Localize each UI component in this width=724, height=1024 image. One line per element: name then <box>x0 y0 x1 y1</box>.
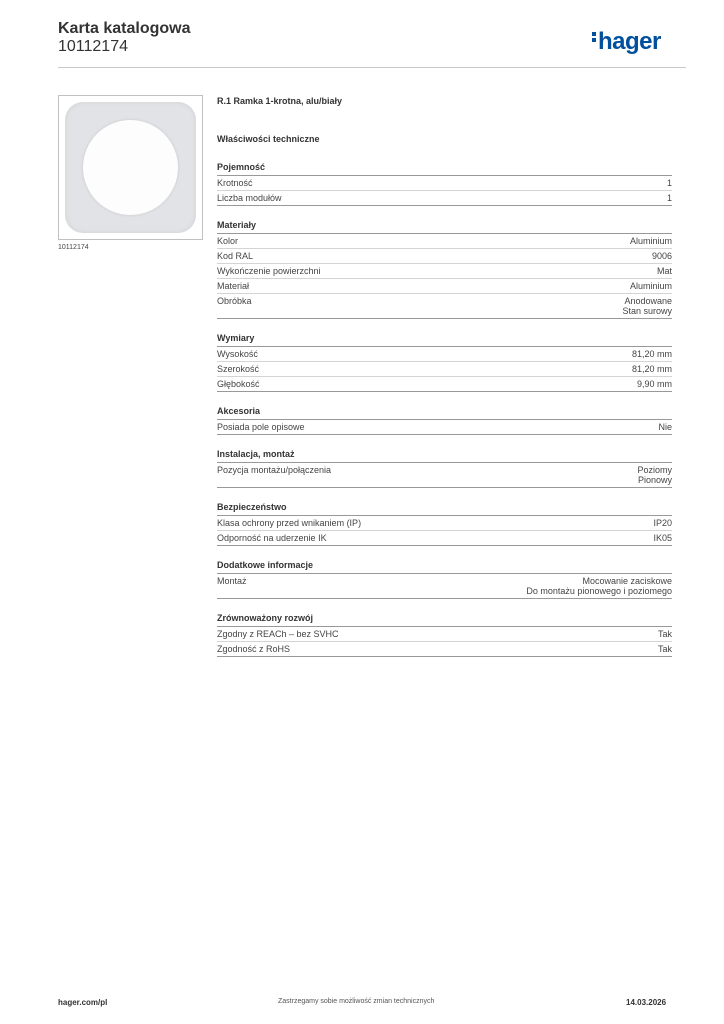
spec-row <box>217 264 672 279</box>
spec-value-line: 81,20 mm <box>631 349 672 359</box>
spec-group <box>217 560 672 599</box>
spec-value <box>637 465 672 485</box>
spec-value-line: 9006 <box>651 251 672 261</box>
spec-value <box>652 251 672 261</box>
spec-group-title: Bezpieczeństwo <box>217 502 672 516</box>
spec-group-title: Wymiary <box>217 333 672 347</box>
spec-value-line: Do montażu pionowego i poziomego <box>526 586 672 596</box>
spec-group-title: Zrównoważony rozwój <box>217 613 672 627</box>
spec-value-line: Nie <box>658 422 672 432</box>
header-divider <box>58 67 686 68</box>
spec-label: Materiał <box>217 281 250 291</box>
spec-value <box>653 518 672 528</box>
image-caption: 10112174 <box>58 244 89 251</box>
footer-date: 14.03.2026 <box>626 998 667 1007</box>
frame-image <box>65 102 196 233</box>
spec-group <box>217 333 672 392</box>
logo-dots-icon <box>592 32 596 44</box>
spec-value <box>658 644 672 654</box>
spec-row <box>217 362 672 377</box>
hager-logo[interactable] <box>592 28 661 56</box>
spec-label: Klasa ochrony przed wnikaniem (IP) <box>217 518 362 528</box>
spec-value-line: Aluminium <box>629 236 672 246</box>
spec-group <box>217 449 672 488</box>
spec-label: Wykończenie powierzchni <box>217 266 321 276</box>
spec-value-line: IK05 <box>653 533 672 543</box>
spec-value <box>667 193 672 203</box>
footer-website[interactable]: hager.com/pl <box>58 998 108 1007</box>
spec-value <box>658 422 672 432</box>
spec-row <box>217 234 672 249</box>
spec-value-line: Mocowanie zaciskowe <box>582 576 672 586</box>
spec-label: Zgodny z REACh – bez SVHC <box>217 629 339 639</box>
spec-row <box>217 377 672 392</box>
product-number: 10112174 <box>58 38 128 55</box>
spec-label: Głębokość <box>217 379 260 389</box>
spec-label: Zgodność z RoHS <box>217 644 291 654</box>
spec-value-line: Stan surowy <box>622 306 672 316</box>
spec-content <box>217 96 672 671</box>
spec-value <box>632 364 672 374</box>
spec-group-title: Akcesoria <box>217 406 672 420</box>
spec-label: Szerokość <box>217 364 260 374</box>
spec-group-title: Instalacja, montaż <box>217 449 672 463</box>
spec-row <box>217 516 672 531</box>
spec-value-line: Anodowane <box>624 296 672 306</box>
spec-label: Liczba modułów <box>217 193 282 203</box>
spec-label: Kolor <box>217 236 239 246</box>
spec-value-line: Mat <box>656 266 672 276</box>
document-title: Karta katalogowa <box>58 20 191 37</box>
spec-value <box>657 266 672 276</box>
spec-group <box>217 613 672 657</box>
product-image <box>58 95 203 240</box>
spec-group <box>217 502 672 546</box>
spec-row <box>217 531 672 546</box>
frame-opening <box>83 120 178 215</box>
spec-row <box>217 279 672 294</box>
spec-row <box>217 574 672 599</box>
spec-group-title: Materiały <box>217 220 672 234</box>
spec-value-line: Tak <box>657 629 672 639</box>
spec-group-title: Dodatkowe informacje <box>217 560 672 574</box>
spec-value-line: 1 <box>666 193 672 203</box>
spec-label: Obróbka <box>217 296 252 306</box>
tech-properties-heading: Właściwości techniczne <box>217 134 320 144</box>
spec-group <box>217 406 672 435</box>
spec-value-line: 81,20 mm <box>631 364 672 374</box>
spec-row <box>217 420 672 435</box>
spec-value <box>653 533 672 543</box>
spec-group <box>217 220 672 319</box>
spec-value-line: Pionowy <box>637 475 672 485</box>
spec-label: Montaż <box>217 576 247 586</box>
spec-row <box>217 294 672 319</box>
spec-value <box>526 576 672 596</box>
logo-text: hager <box>598 28 661 55</box>
spec-row <box>217 642 672 657</box>
spec-value-line: 9,90 mm <box>636 379 672 389</box>
spec-value-line: Aluminium <box>629 281 672 291</box>
spec-row <box>217 347 672 362</box>
spec-value-line: Poziomy <box>637 465 672 475</box>
spec-value <box>630 281 672 291</box>
spec-group-title: Pojemność <box>217 162 672 176</box>
spec-label: Kod RAL <box>217 251 254 261</box>
spec-label: Odporność na uderzenie IK <box>217 533 327 543</box>
product-name: R.1 Ramka 1-krotna, alu/biały <box>217 96 343 106</box>
spec-value-line: 1 <box>666 178 672 188</box>
spec-value-line: IP20 <box>653 518 672 528</box>
spec-row <box>217 176 672 191</box>
footer-disclaimer: Zastrzegamy sobie możliwość zmian technicznych <box>278 998 435 1005</box>
spec-value-line: Tak <box>657 644 672 654</box>
spec-value <box>658 629 672 639</box>
spec-value <box>637 379 672 389</box>
spec-label: Wysokość <box>217 349 258 359</box>
spec-row <box>217 249 672 264</box>
spec-value <box>622 296 672 316</box>
spec-row <box>217 191 672 206</box>
spec-value <box>632 349 672 359</box>
spec-label: Krotność <box>217 178 253 188</box>
spec-row <box>217 463 672 488</box>
spec-value <box>630 236 672 246</box>
spec-value <box>667 178 672 188</box>
spec-groups <box>217 162 672 657</box>
spec-row <box>217 627 672 642</box>
spec-label: Posiada pole opisowe <box>217 422 305 432</box>
spec-group <box>217 162 672 206</box>
spec-label: Pozycja montażu/połączenia <box>217 465 332 475</box>
